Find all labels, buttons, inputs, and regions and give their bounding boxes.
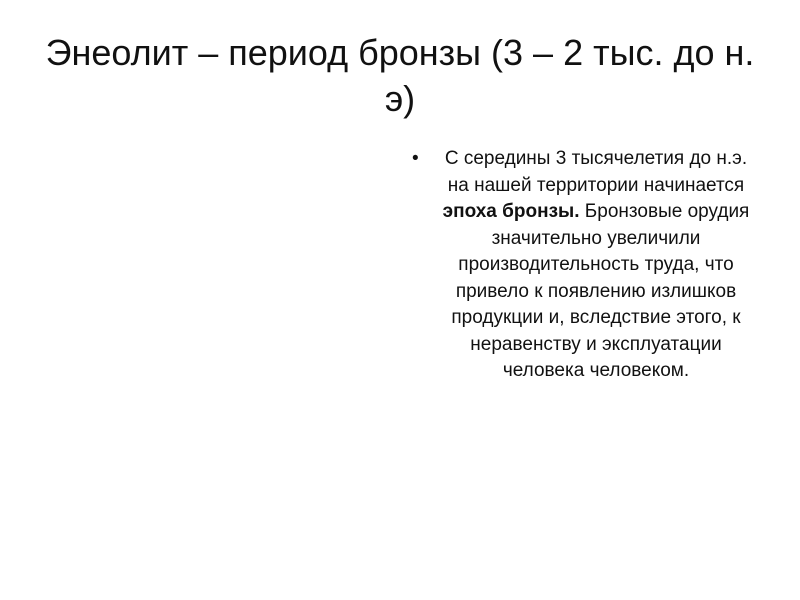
bullet-list [412,146,752,385]
slide-title: Энеолит – период бронзы (3 – 2 тыс. до н. э) [45,32,755,119]
bullet-text-after: Бронзовые орудия значительно увеличили производительность труда, что привело к появлению излишков продукции и, вследствие этого, к неравенству и эксплуатации человека человеком. [451,201,750,381]
bullet-text-before: С середины 3 тысячелетия до н.э. на нашей территории начинается [444,148,748,196]
bullet-marker: • [412,148,419,169]
bullet-text-bold: эпоха бронзы. [442,201,580,222]
bullet-item [412,146,752,385]
